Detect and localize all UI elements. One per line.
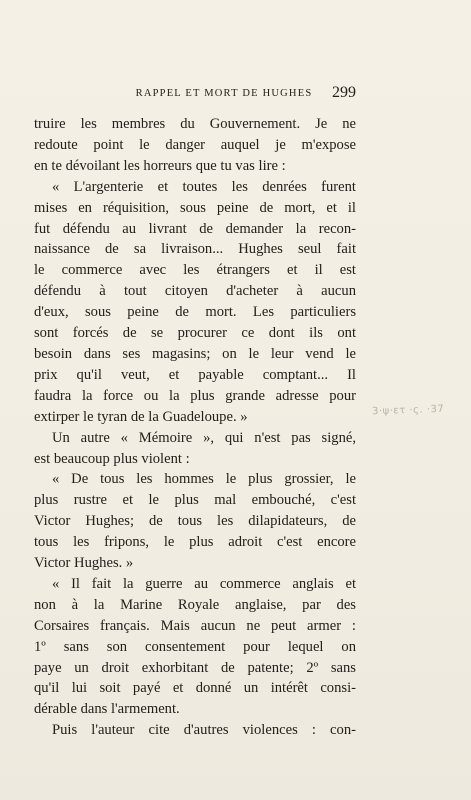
text-line: Victor Hughes; de tous les dilapidateurs, de: [34, 513, 356, 530]
text-line: est beaucoup plus violent :: [34, 450, 190, 467]
text-line: prix qu'il veut, et payable comptant... Il: [34, 366, 356, 383]
text-line: Corsaires français. Mais aucun ne peut armer :: [34, 617, 356, 634]
text-line: redoute point le danger auquel je m'expose: [34, 136, 356, 153]
text-line: fut défendu au livrant de demander la recon-: [34, 220, 356, 237]
text-line: défendu à tout citoyen d'acheter à aucun: [34, 283, 356, 300]
text-line: Victor Hughes. »: [34, 555, 134, 572]
text-line: plus rustre et le plus mal embouché, c'est: [34, 492, 356, 509]
text-line: Un autre « Mémoire », qui n'est pas signé,: [52, 429, 356, 446]
text-line: 1º sans son consentement pour lequel on: [34, 638, 356, 655]
body-text: [34, 114, 356, 741]
text-line: le commerce avec les étrangers et il est: [34, 262, 356, 279]
text-line: dérable dans l'armement.: [34, 701, 180, 718]
text-line: tous les fripons, le plus adroit c'est encore: [34, 534, 356, 551]
text-line: d'eux, sous peine de mort. Les particuliers: [34, 304, 356, 321]
text-line: besoin dans ses magasins; on le leur vend le: [34, 345, 356, 362]
text-line: en te dévoilant les horreurs que tu vas lire :: [34, 157, 286, 174]
text-line: qu'il lui soit payé et donné un intérêt consi-: [34, 680, 356, 697]
text-line: « L'argenterie et toutes les denrées furent: [52, 178, 356, 195]
text-line: non à la Marine Royale anglaise, par des: [34, 596, 356, 613]
running-title: RAPPEL ET MORT DE HUGHES: [135, 88, 313, 99]
text-line: paye un droit exhorbitant de patente; 2º sans: [34, 659, 356, 676]
text-line: faudra la force ou la plus grande adresse pour: [34, 387, 356, 404]
text-line: naissance de sa livraison... Hughes seul fait: [34, 241, 356, 258]
text-line: Puis l'auteur cite d'autres violences : con-: [52, 722, 356, 739]
text-line: extirper le tyran de la Guadeloupe. »: [34, 408, 248, 425]
text-line: « De tous les hommes le plus grossier, le: [52, 471, 356, 488]
text-line: sont forcés de se procurer ce dont ils ont: [34, 325, 356, 342]
text-line: truire les membres du Gouvernement. Je ne: [34, 116, 356, 132]
text-line: mises en réquisition, sous peine de mort, et il: [34, 199, 356, 216]
text-line: « Il fait la guerre au commerce anglais et: [52, 575, 356, 592]
page-number: 299: [332, 84, 356, 101]
handwritten-margin-note: 3·ψ·ετ ·ς. ·37: [371, 403, 445, 418]
